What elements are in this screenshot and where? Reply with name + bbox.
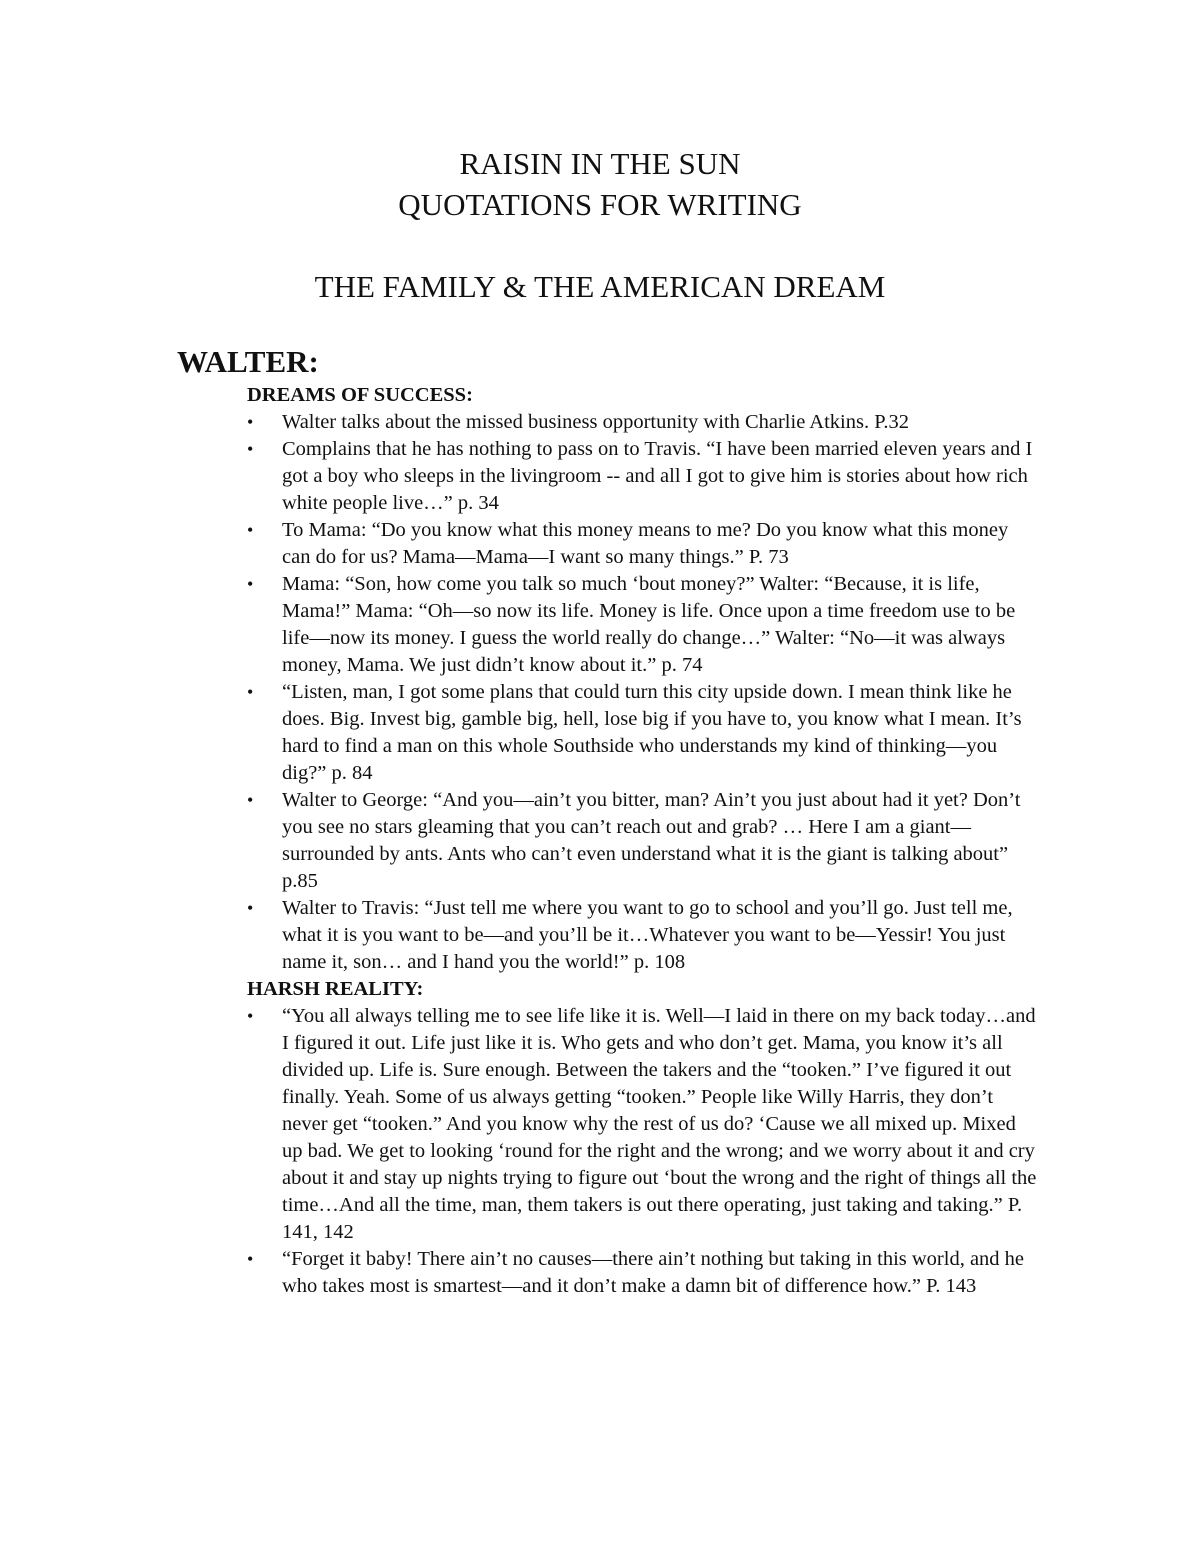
list-item bbox=[247, 787, 1037, 895]
list-item bbox=[247, 1003, 1037, 1246]
bullet-icon: • bbox=[247, 898, 254, 918]
quotation-text: “Forget it baby! There ain’t no causes—there ain’t nothing but taking in this world, and he who takes most is smartest—and it don’t make a damn bit of difference how.” P. 143 bbox=[282, 1248, 1025, 1297]
bullet-icon: • bbox=[247, 682, 254, 702]
list-item bbox=[247, 895, 1037, 976]
list-item bbox=[247, 409, 1037, 436]
list-item bbox=[247, 1246, 1037, 1300]
bullet-icon: • bbox=[247, 412, 254, 432]
list-item bbox=[247, 517, 1037, 571]
list-item bbox=[247, 571, 1037, 679]
list-item bbox=[247, 436, 1037, 517]
section-heading-dreams-of-success: DREAMS OF SUCCESS: bbox=[247, 384, 473, 406]
title-block bbox=[0, 143, 1200, 225]
quotation-list-harsh-reality bbox=[247, 1003, 1037, 1300]
quotation-text: Mama: “Son, how come you talk so much ‘bout money?” Walter: “Because, it is life, Mama!” Mama: “Oh—so now its life. Money is life. Once upon a time freedom use to be life—now its money. I guess the world really do change…” Walter: “No—it was always money, Mama. We just didn’t know about it.” p. 74 bbox=[282, 573, 1016, 676]
quotation-text: Walter to Travis: “Just tell me where you want to go to school and you’ll go. Just tell me, what it is you want to be—and you’ll be it…Whatever you want to be—Yessir! You just name it, son… and I hand you the world!” p. 108 bbox=[282, 897, 1013, 973]
bullet-icon: • bbox=[247, 520, 254, 540]
quotation-text: Complains that he has nothing to pass on to Travis. “I have been married eleven years and I got a boy who sleeps in the livingroom -- and all I got to give him is stories about how rich white people live…” p. 34 bbox=[282, 438, 1033, 514]
quotations-content bbox=[247, 382, 1037, 1300]
document-subtitle: THE FAMILY & THE AMERICAN DREAM bbox=[314, 269, 886, 304]
list-item bbox=[247, 679, 1037, 787]
speaker-heading: WALTER: bbox=[177, 344, 319, 379]
quotation-text: Walter to George: “And you—ain’t you bitter, man? Ain’t you just about had it yet? Don’t you see no stars gleaming that you can’t reach out and grab? … Here I am a giant—surrounded by ants. Ants who can’t even understand what it is the giant is talking about” p.85 bbox=[282, 789, 1021, 892]
bullet-icon: • bbox=[247, 1249, 254, 1269]
bullet-icon: • bbox=[247, 790, 254, 810]
bullet-icon: • bbox=[247, 574, 254, 594]
quotation-text: “You all always telling me to see life like it is. Well—I laid in there on my back today…and I figured it out. Life just like it is. Who gets and who don’t get. Mama, you know it’s all divided up. Life is. Sure enough. Between the takers and the “tooken.” I’ve figured it out finally. Yeah. Some of us always getting “tooken.” People like Willy Harris, they don’t never get “tooken.” And you know why the rest of us do? ‘Cause we all mixed up. Mixed up bad. We get to looking ‘round for the right and the wrong; and we worry about it and cry about it and stay up nights trying to figure out ‘bout the wrong and the right of things all the time…And all the time, man, them takers is out there operating, just taking and taking.” P. 141, 142 bbox=[282, 1005, 1037, 1243]
quotation-list-dreams-of-success bbox=[247, 409, 1037, 976]
document-title: RAISIN IN THE SUN bbox=[459, 146, 741, 181]
quotation-text: Walter talks about the missed business opportunity with Charlie Atkins. P.32 bbox=[282, 411, 909, 433]
section-heading-harsh-reality: HARSH REALITY: bbox=[247, 978, 424, 1000]
quotation-text: To Mama: “Do you know what this money means to me? Do you know what this money can do for us? Mama—Mama—I want so many things.” P. 73 bbox=[282, 519, 1009, 568]
bullet-icon: • bbox=[247, 439, 254, 459]
quotation-text: “Listen, man, I got some plans that could turn this city upside down. I mean think like he does. Big. Invest big, gamble big, hell, lose big if you have to, you know what I mean. It’s hard to find a man on this whole Southside who understands my kind of thinking—you dig?” p. 84 bbox=[282, 681, 1022, 784]
bullet-icon: • bbox=[247, 1006, 254, 1026]
document-title-line-2: QUOTATIONS FOR WRITING bbox=[398, 187, 802, 222]
